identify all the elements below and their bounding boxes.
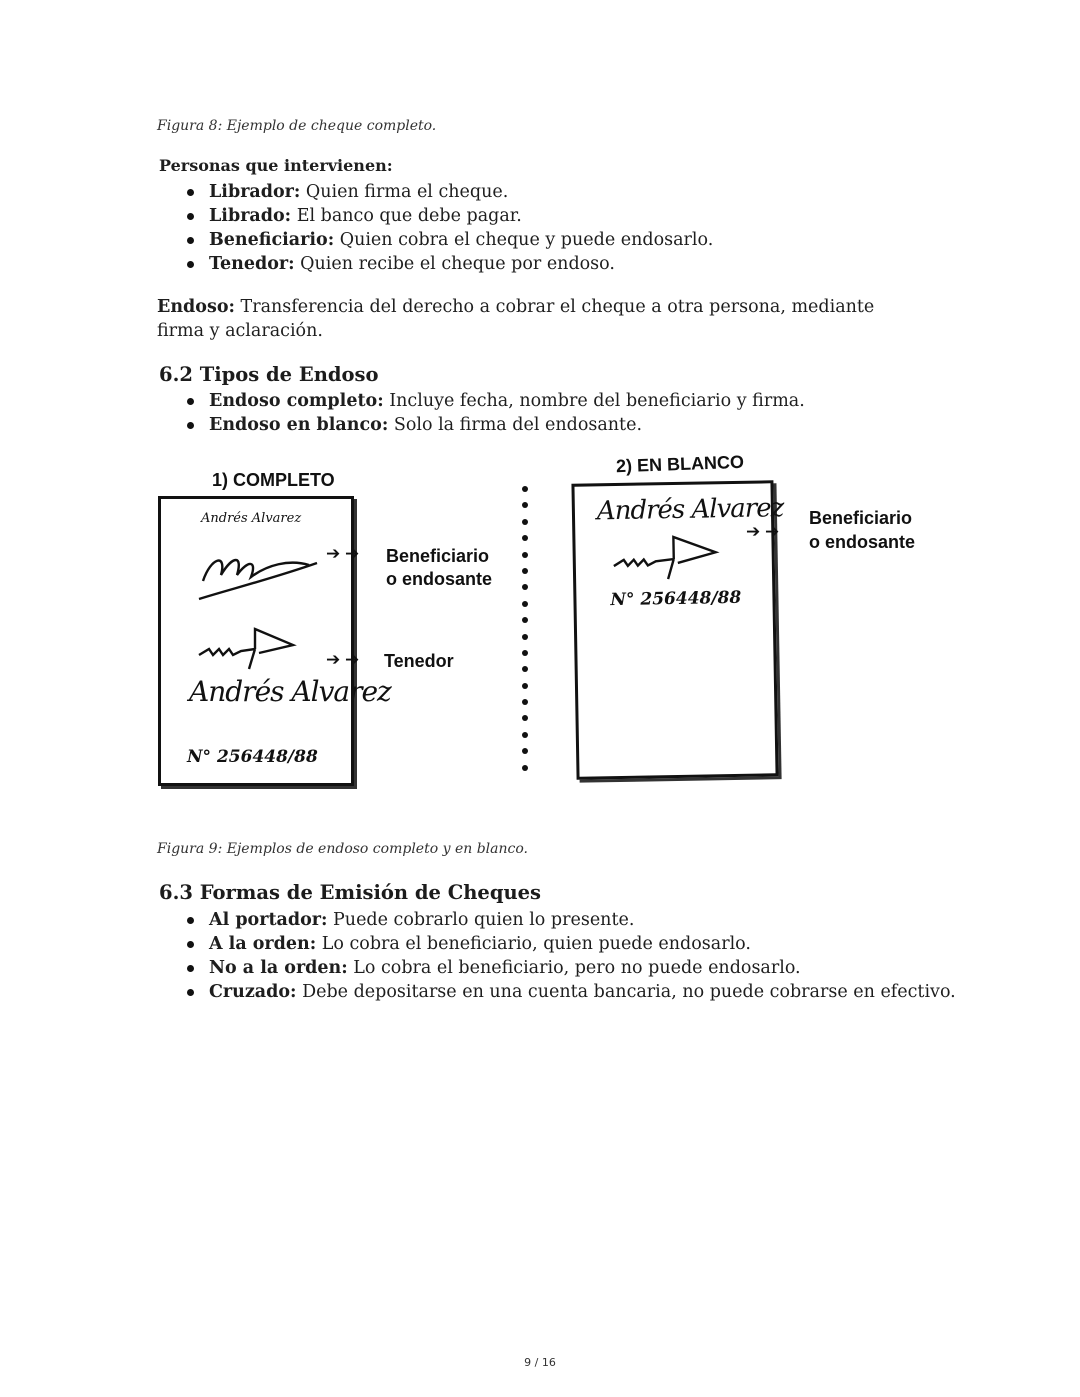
endosante-label-left: o endosante xyxy=(386,569,493,589)
arrow-icon: ➔ ➔ xyxy=(326,544,360,563)
list-item: A la orden: Lo cobra el beneficiario, quien puede endosarlo. xyxy=(186,932,956,956)
doc-number-right: N° 256448/88 xyxy=(610,587,742,611)
list-item: Tenedor: Quien recibe el cheque por endoso. xyxy=(186,252,713,276)
list-item: Al portador: Puede cobrarlo quien lo presente. xyxy=(186,908,956,932)
endosante-label-right: o endosante xyxy=(809,532,916,552)
doc-number-left: N° 256448/88 xyxy=(187,747,318,767)
beneficiario-label-right: Beneficiario xyxy=(809,508,913,528)
page-number: 9 / 16 xyxy=(524,1356,556,1369)
endoso-definition: Endoso: Transferencia del derecho a cobrar el cheque a otra persona, mediante firma y aclaración. xyxy=(157,297,875,341)
figure-9-caption: Figura 9: Ejemplos de endoso completo y en blanco. xyxy=(157,841,528,857)
name-signature-right: Andrés Alvarez xyxy=(596,493,784,527)
section-6-3-heading: 6.3 Formas de Emisión de Cheques xyxy=(159,881,542,904)
completo-title: 1) COMPLETO xyxy=(212,470,335,490)
flag-signature xyxy=(197,625,307,671)
list-item: Librador: Quien firma el cheque. xyxy=(186,180,713,204)
beneficiario-label-left: Beneficiario xyxy=(386,546,490,566)
flag-signature-right xyxy=(611,530,732,582)
personas-title: Personas que intervienen: xyxy=(159,156,393,175)
arrow-icon: ➔ ➔ xyxy=(326,650,360,669)
dotted-divider xyxy=(522,486,528,781)
small-name-signature: Andrés Alvarez xyxy=(201,511,302,526)
list-item: No a la orden: Lo cobra el beneficiario, pero no puede endosarlo. xyxy=(186,956,956,980)
list-item: Endoso completo: Incluye fecha, nombre del beneficiario y firma. xyxy=(186,389,805,413)
personas-list xyxy=(186,180,713,276)
list-item: Cruzado: Debe depositarse en una cuenta bancaria, no puede cobrarse en efectivo. xyxy=(186,980,956,1004)
large-name-signature: Andrés Alvarez xyxy=(189,675,391,708)
list-item: Endoso en blanco: Solo la firma del endosante. xyxy=(186,413,805,437)
list-item: Librado: El banco que debe pagar. xyxy=(186,204,713,228)
en-blanco-title: 2) EN BLANCO xyxy=(615,451,745,477)
list-item: Beneficiario: Quien cobra el cheque y puede endosarlo. xyxy=(186,228,713,252)
endorsement-figure xyxy=(150,448,930,808)
arrow-icon: ➔ ➔ xyxy=(746,522,780,541)
tipos-endoso-list xyxy=(186,389,805,437)
scribble-signature xyxy=(191,541,331,603)
completo-cheque-back xyxy=(158,496,391,786)
figure-8-caption: Figura 8: Ejemplo de cheque completo. xyxy=(157,118,437,134)
formas-emision-list xyxy=(186,908,956,1004)
section-6-2-heading: 6.2 Tipos de Endoso xyxy=(159,363,379,386)
tenedor-label: Tenedor xyxy=(384,651,454,671)
